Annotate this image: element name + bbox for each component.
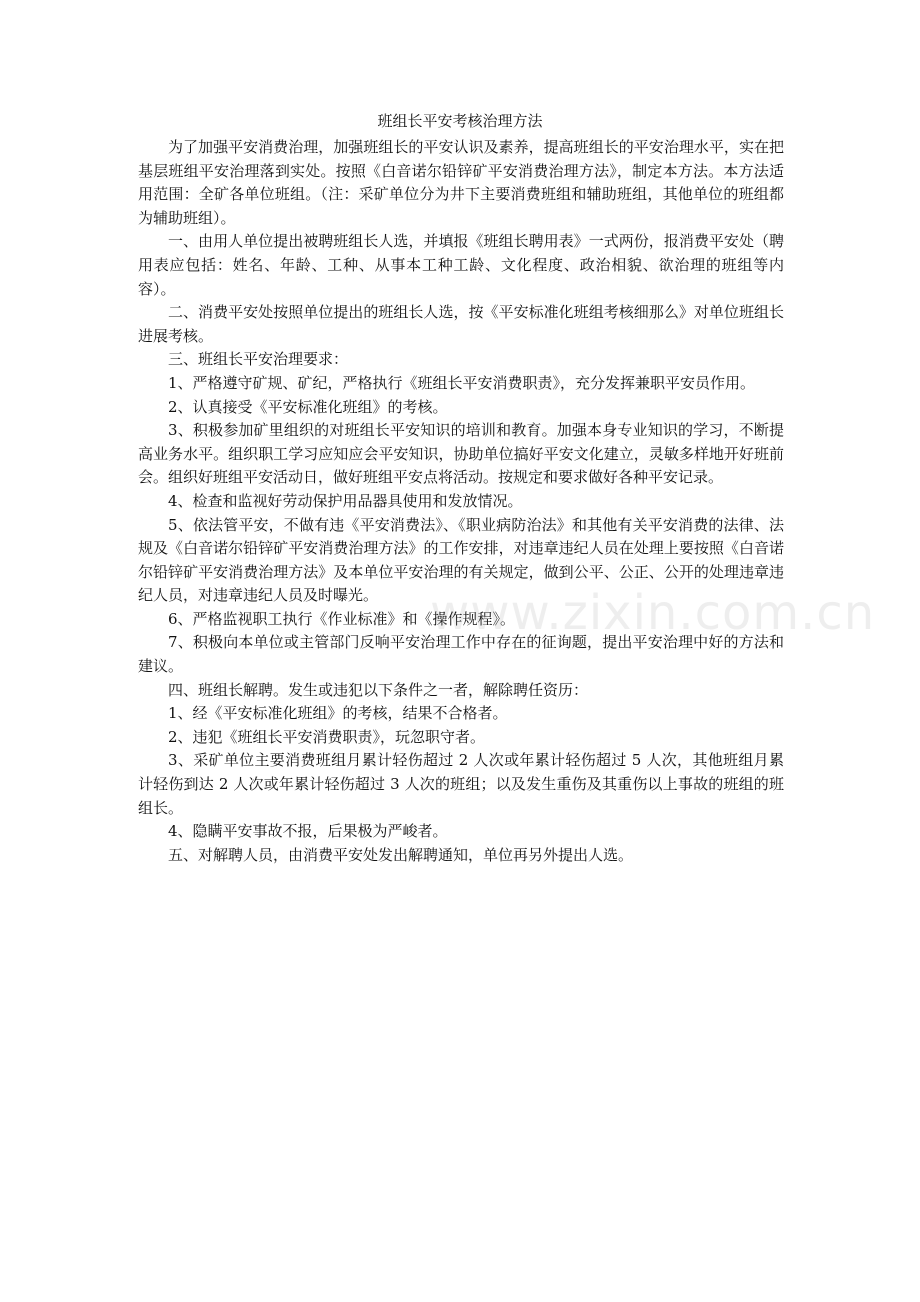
- paragraph-item: 3、采矿单位主要消费班组月累计轻伤超过 2 人次或年累计轻伤超过 5 人次，其他班组月累计轻伤到达 2 人次或年累计轻伤超过 3 人次的班组；以及发生重伤及其重伤以上事故的班组的班组长。: [138, 751, 784, 817]
- paragraph-section-1: 一、由用人单位提出被聘班组长人选，并填报《班组长聘用表》一式两份，报消费平安处（聘用表应包括：姓名、年龄、工种、从事本工种工龄、文化程度、政治相貌、欲治理的班组等内容）。: [138, 232, 784, 298]
- paragraph-item: 3、积极参加矿里组织的对班组长平安知识的培训和教育。加强本身专业知识的学习，不断提高业务水平。组织职工学习应知应会平安知识，协助单位搞好平安文化建立，灵敏多样地开好班前会。组织好班组平安活动日，做好班组平安点将活动。按规定和要求做好各种平安记录。: [138, 421, 784, 487]
- paragraph-item: 1、经《平安标准化班组》的考核，结果不合格者。: [168, 704, 508, 723]
- paragraph-section-4-heading: 四、班组长解聘。发生或违犯以下条件之一者，解除聘任资历：: [168, 680, 589, 699]
- paragraph-section-5: 五、对解聘人员，由消费平安处发出解聘通知，单位再另外提出人选。: [168, 845, 634, 864]
- paragraph-item: 4、检查和监视好劳动保护用品器具使用和发放情况。: [168, 491, 523, 510]
- paragraph-intro: 为了加强平安消费治理，加强班组长的平安认识及素养，提高班组长的平安治理水平，实在把基层班组平安治理落到实处。按照《白音诺尔铅锌矿平安消费治理方法》，制定本方法。本方法适用范围：全矿各单位班组。（注：采矿单位分为井下主要消费班组和辅助班组，其他单位的班组都为辅助班组）。: [138, 138, 784, 227]
- paragraph-section-3-heading: 三、班组长平安治理要求：: [168, 350, 349, 369]
- paragraph-section-2: 二、消费平安处按照单位提出的班组长人选，按《平安标准化班组考核细那么》对单位班组长进展考核。: [138, 303, 784, 345]
- paragraph-item: 5、依法管平安，不做有违《平安消费法》、《职业病防治法》和其他有关平安消费的法律、法规及《白音诺尔铅锌矿平安消费治理方法》的工作安排，对违章违纪人员在处理上要按照《白音诺尔铅锌矿平安消费治理方法》及本单位平安治理的有关规定，做到公平、公正、公开的处理违章违纪人员，对违章违纪人员及时曝光。: [138, 515, 784, 605]
- paragraph-item: 4、隐瞒平安事故不报，后果极为严峻者。: [168, 822, 448, 841]
- paragraph-item: 7、积极向本单位或主管部门反响平安治理工作中存在的征询题，提出平安治理中好的方法和建议。: [138, 633, 784, 676]
- paragraph-item: 1、严格遵守矿规、矿纪，严格执行《班组长平安消费职责》，充分发挥兼职平安员作用。: [168, 373, 756, 392]
- document-title: 班组长平安考核治理方法: [377, 112, 543, 130]
- paragraph-item: 6、严格监视职工执行《作业标准》和《操作规程》。: [168, 609, 516, 628]
- paragraph-item: 2、违犯《班组长平安消费职责》，玩忽职守者。: [168, 727, 486, 746]
- document-body: [138, 136, 784, 867]
- watermark-text: www.zixin.com.cn: [430, 585, 876, 641]
- paragraph-item: 2、认真接受《平安标准化班组》的考核。: [168, 397, 448, 416]
